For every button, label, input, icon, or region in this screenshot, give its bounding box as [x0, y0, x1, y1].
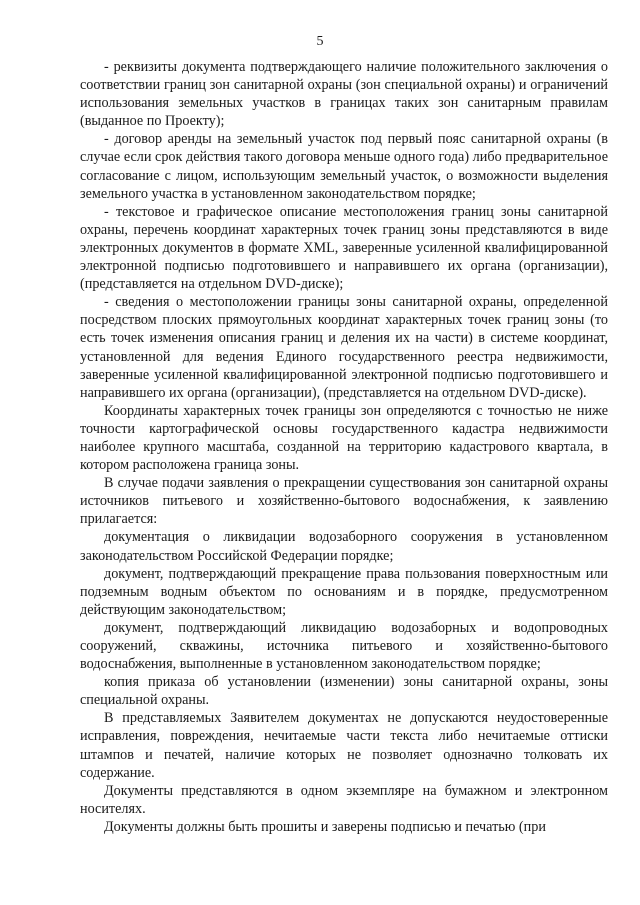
paragraph-liquidation-confirmation: документ, подтверждающий ликвидацию водозаборных и водопроводных сооружений, скважины, источника питьевого и хозяйственно-бытового водоснабжения, выполненные в установленном законодательством порядке;: [80, 619, 608, 673]
paragraph-stitched-signed: Документы должны быть прошиты и заверены подписью и печатью (при: [104, 818, 546, 835]
page-number: 5: [316, 34, 324, 49]
paragraph-one-copy: Документы представляются в одном экземпляре на бумажном и электронном носителях.: [80, 782, 608, 817]
paragraph-termination-application: В случае подачи заявления о прекращении существования зон санитарной охраны источников питьевого и хозяйственно-бытового водоснабжения, к заявлению прилагается:: [80, 475, 608, 528]
paragraph-requisites: - реквизиты документа подтверждающего наличие положительного заключения о соответствии границ зон санитарной охраны (зон специальной охраны) и ограничений использования земельных участков в границах таких зон санитарным правилам (выданное по Проекту);: [80, 59, 608, 130]
document-body: [80, 58, 608, 836]
paragraph-no-corrections: В представляемых Заявителем документах не допускаются неудостоверенные исправления, повреждения, нечитаемые части текста либо нечитаемые оттиски штампов и печатей, наличие которых не позволяет однозначно толковать их содержание.: [80, 710, 608, 781]
paragraph-boundary-location: - сведения о местоположении границы зоны санитарной охраны, определенной посредством плоских прямоугольных координат характерных точек границ зоны (то есть точек изменения описания границ и деления их на части) в системе координат, установленной для ведения Единого государственного реестра недвижимости, заверенные усиленной квалифицированной электронной подписью подготовившего и направившего их органа (организации), (представляется на отдельном DVD-диске).: [80, 294, 608, 401]
paragraph-text-graphic-description: - текстовое и графическое описание местоположения границ зоны санитарной охраны, перечень координат характерных точек границ зоны представляются в виде электронных документов в формате XML, заверенные усиленной квалифицированной электронной подписью подготовившего и направившего их органа (организации), (представляется на отдельном DVD-диске);: [80, 203, 608, 293]
paragraph-water-use-right: документ, подтверждающий прекращение права пользования поверхностным или подземным водным объектом по основаниям и в порядке, предусмотренном действующим законодательством;: [80, 565, 608, 618]
paragraph-coordinates-accuracy: Координаты характерных точек границы зон определяются с точностью не ниже точности картографической основы государственного кадастра недвижимости наиболее крупного масштаба, созданной на территорию кадастрового квартала, в котором расположена граница зоны.: [80, 402, 608, 474]
paragraph-lease-agreement: - договор аренды на земельный участок под первый пояс санитарной охраны (в случае если срок действия такого договора меньше одного года) либо предварительное согласование с лицом, использующим земельный участок, о возможности выделения земельного участка в установленном законодательством порядке;: [80, 131, 608, 202]
paragraph-liquidation-docs: документация о ликвидации водозаборного сооружения в установленном законодательством Российской Федерации порядке;: [80, 529, 608, 564]
paragraph-order-copy: копия приказа об установлении (изменении) зоны санитарной охраны, зоны специальной охраны.: [80, 674, 608, 709]
